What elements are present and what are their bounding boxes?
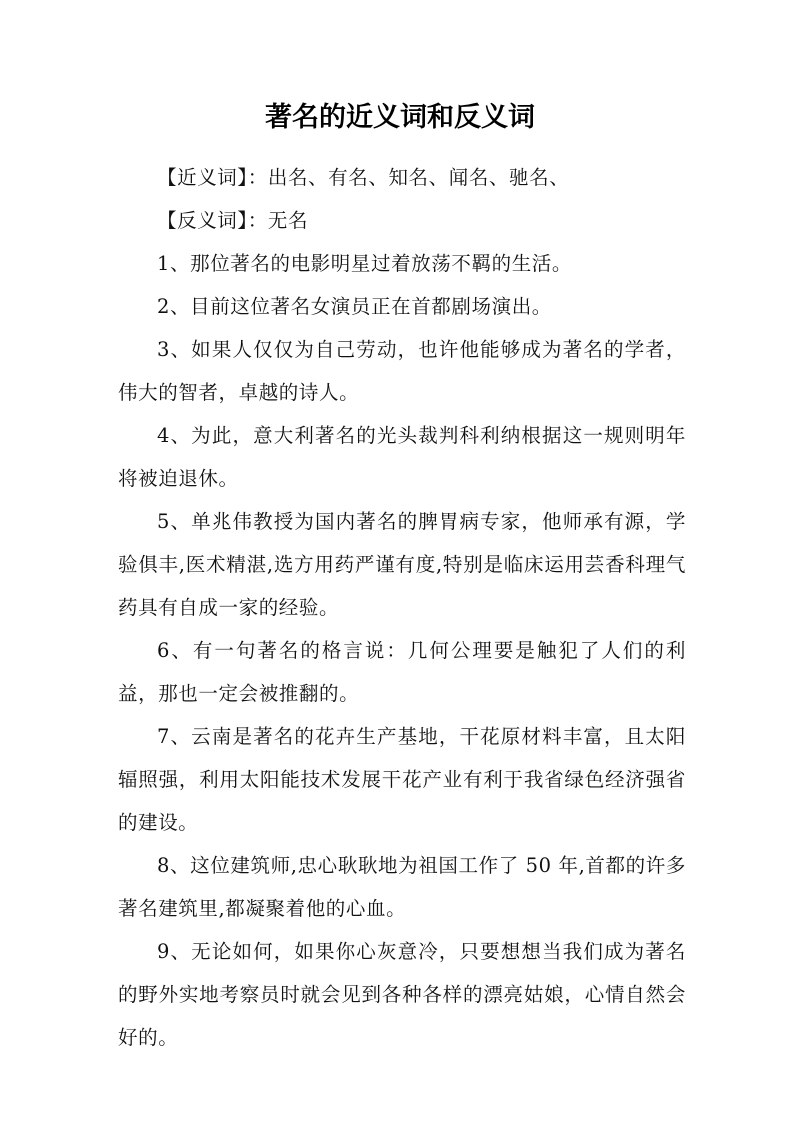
document-title: 著名的近义词和反义词 (265, 102, 535, 133)
example-sentence-1: 1、那位著名的电影明星过着放荡不羁的生活。 (157, 252, 573, 275)
example-sentence-7: 7、云南是著名的花卉生产基地，干花原材料丰富，且太阳辐照强，利用太阳能技术发展干花产业有利于我省绿色经济强省的建设。 (118, 725, 686, 834)
antonyms-line: 【反义词】：无名 (157, 209, 309, 232)
document-body (118, 156, 686, 1059)
example-sentence-5: 5、单兆伟教授为国内著名的脾胃病专家，他师承有源，学验俱丰,医术精湛,选方用药严谨有度,特别是临床运用芸香科理气药具有自成一家的经验。 (118, 510, 686, 619)
example-sentence-2: 2、目前这位著名女演员正在首都剧场演出。 (157, 295, 552, 318)
synonyms-line: 【近义词】：出名、有名、知名、闻名、驰名、 (157, 166, 570, 189)
example-sentence-8: 8、这位建筑师,忠心耿耿地为祖国工作了 50 年,首都的许多著名建筑里,都凝聚着他的心血。 (118, 854, 686, 920)
example-sentence-3: 3、如果人仅仅为自己劳动，也许他能够成为著名的学者，伟大的智者，卓越的诗人。 (118, 338, 686, 404)
example-sentence-4: 4、为此，意大利著名的光头裁判科利纳根据这一规则明年将被迫退休。 (118, 424, 686, 490)
example-sentence-9: 9、无论如何，如果你心灰意冷，只要想想当我们成为著名的野外实地考察员时就会见到各种各样的漂亮姑娘，心情自然会好的。 (118, 940, 686, 1049)
example-sentence-6: 6、有一句著名的格言说：几何公理要是触犯了人们的利益，那也一定会被推翻的。 (118, 639, 686, 705)
